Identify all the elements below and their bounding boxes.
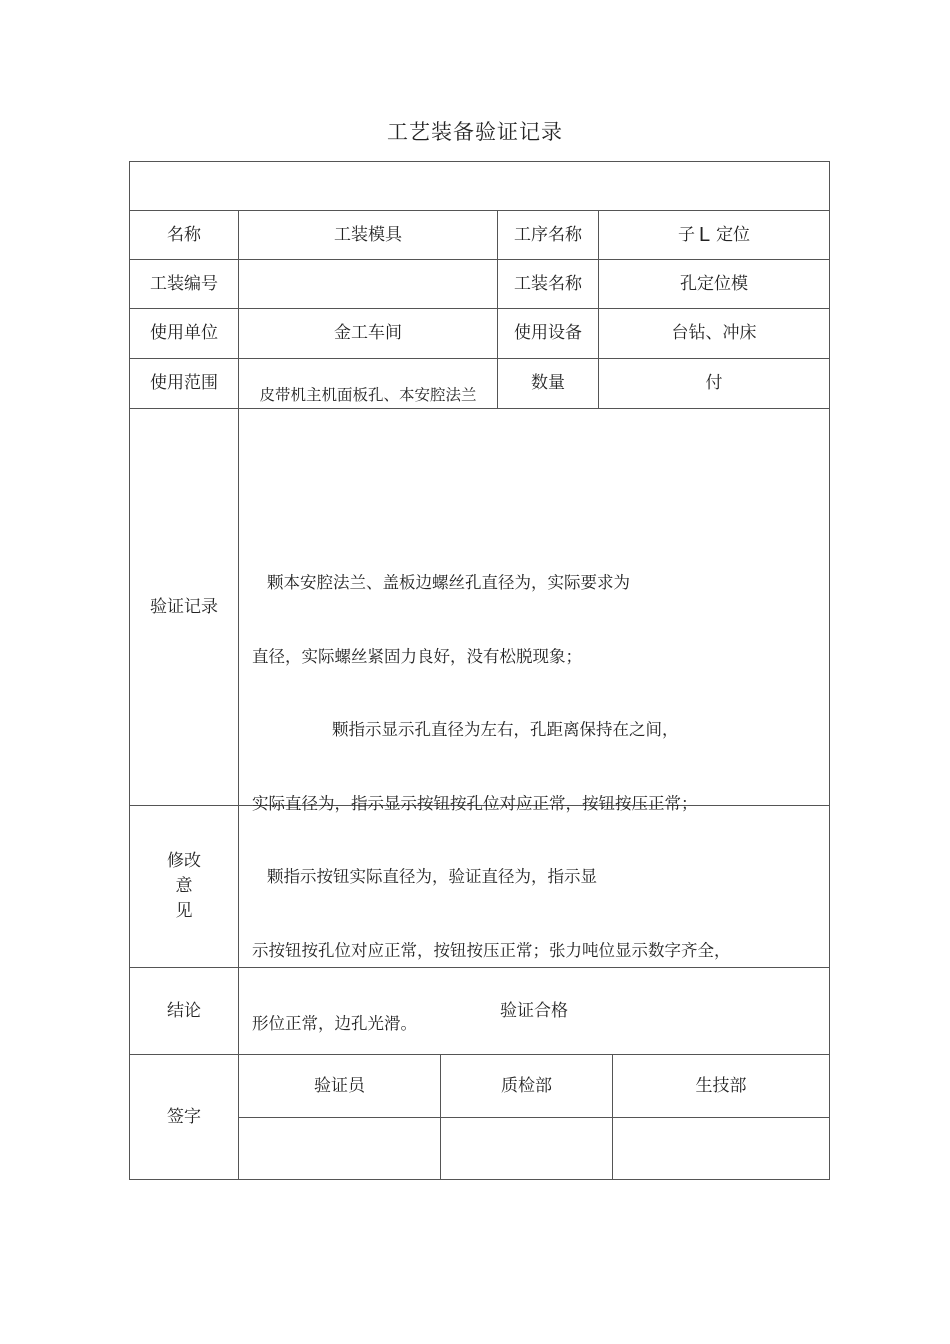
table-border (129, 1179, 830, 1180)
process-name-part-c: 定位 (716, 224, 751, 245)
process-name-value (599, 211, 829, 259)
record-line: 实际直径为，指示显示按钮按孔位对应正常，按钮按压正常； (252, 793, 698, 813)
signature-label: 签字 (167, 1106, 201, 1127)
record-line: 颗本安腔法兰、盖板边螺丝孔直径为，实际要求为 (267, 573, 630, 592)
revision-label-line: 见 (175, 901, 193, 921)
table-border (129, 161, 830, 162)
name-value: 工装模具 (334, 224, 402, 245)
production-tech-dept-header: 生技部 (695, 1075, 747, 1096)
using-unit-value: 金工车间 (334, 323, 402, 344)
tooling-name-value: 孔定位模 (680, 273, 748, 294)
tooling-name-label: 工装名称 (514, 273, 582, 294)
tooling-number-value (239, 260, 497, 308)
usage-scope-value: 皮带机主机面板孔、本安腔法兰 (259, 385, 477, 404)
record-line: 示按钮按孔位对应正常，按钮按压正常；张力吨位显示数字齐全， (252, 940, 731, 960)
quantity-label: 数量 (531, 373, 565, 394)
conclusion-value: 验证合格 (500, 1000, 568, 1021)
process-name-label: 工序名称 (514, 224, 582, 245)
revision-label-line: 意 (175, 876, 193, 896)
record-line: 形位正常，边孔光滑。 (252, 1014, 417, 1033)
record-label: 验证记录 (150, 596, 218, 617)
page-title: 工艺装备验证记录 (387, 120, 563, 144)
quality-dept-header: 质检部 (501, 1075, 552, 1096)
name-label: 名称 (167, 224, 201, 245)
record-line: 直径，实际螺丝紧固力良好，没有松脱现象； (252, 646, 582, 666)
conclusion-label: 结论 (167, 1000, 201, 1021)
equipment-label: 使用设备 (514, 323, 582, 344)
revision-label-line: 修改 (167, 851, 201, 871)
process-name-part-b: L (698, 223, 711, 246)
tooling-number-label: 工装编号 (150, 273, 218, 294)
usage-scope-label: 使用范围 (150, 373, 218, 394)
revision-label (130, 806, 238, 967)
record-line: 颗指示按钮实际直径为，验证直径为，指示显 (267, 867, 597, 886)
table-border (829, 161, 830, 1180)
process-name-part-a: 子 (677, 224, 695, 245)
table-border (239, 1117, 830, 1118)
record-line: 颗指示显示孔直径为左右，孔距离保持在之间， (332, 720, 679, 739)
quantity-value: 付 (705, 373, 723, 394)
verifier-header: 验证员 (314, 1075, 365, 1096)
using-unit-label: 使用单位 (150, 323, 218, 344)
equipment-value: 台钻、冲床 (671, 323, 757, 344)
